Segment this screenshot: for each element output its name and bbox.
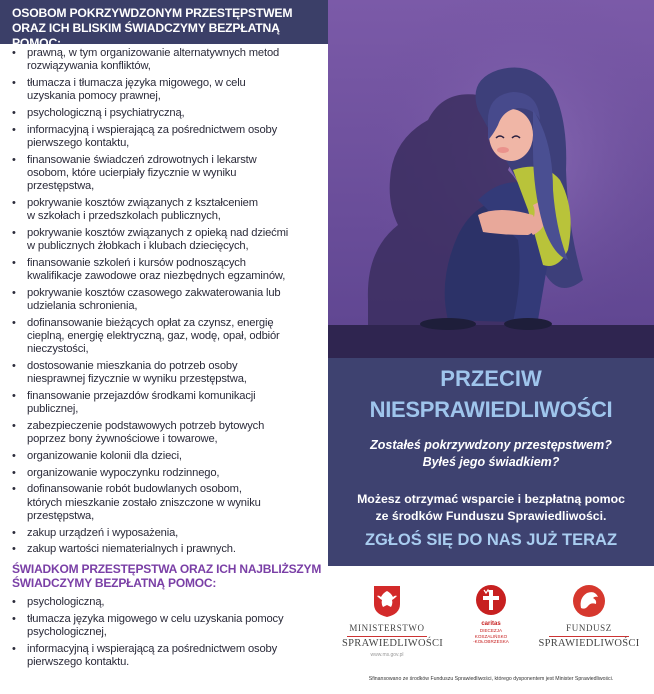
victim-help-item	[0, 543, 328, 556]
list-item-text: finansowanie szkoleń i kursów podnoszących	[27, 256, 246, 269]
list-item-text: zabezpieczenie podstawowych potrzeb bytowych	[27, 420, 265, 433]
list-item-text: pierwszego kontaktu.	[27, 655, 130, 668]
list-item-text: informacyjną i wspierającą za pośrednictwem osoby	[27, 642, 278, 655]
bullet-icon: •	[12, 420, 16, 433]
list-item-text: tłumacza i tłumacza języka migowego, w celu	[27, 76, 246, 89]
question-victim: Zostałeś pokrzywdzony przestępstwem?	[370, 438, 612, 452]
list-item-text: psychologiczną,	[27, 596, 105, 608]
list-item-text: uzyskania pomocy prawnej,	[27, 90, 161, 103]
witnesses-help-list	[0, 596, 328, 673]
victim-help-item	[0, 483, 328, 523]
victim-help-item	[0, 47, 328, 74]
ministry-name-line2: SPRAWIEDLIWOŚCI	[342, 637, 444, 649]
victim-help-item	[0, 527, 328, 540]
list-item-text: osobom, które ucierpiały fizycznie w wyniku	[27, 166, 237, 179]
list-item-text: dostosowanie mieszkania do potrzeb osoby	[27, 360, 238, 373]
list-item-text: poprzez bony żywnościowe i towarowe,	[27, 433, 218, 446]
victim-help-item	[0, 197, 328, 224]
victim-help-item	[0, 154, 328, 194]
ministry-name-line1: MINISTERSTWO	[349, 623, 425, 633]
campaign-title-line2: NIESPRAWIEDLIWOŚCI	[369, 397, 613, 422]
caritas-diocese-line2: KOSZALIŃSKO	[474, 633, 508, 639]
bullet-icon: •	[12, 196, 16, 209]
victim-help-item	[0, 257, 328, 284]
bullet-icon: •	[12, 153, 16, 166]
bullet-icon: •	[12, 450, 16, 463]
witnesses-heading-line2: ŚWIADCZYMY BEZPŁATNĄ POMOC:	[12, 575, 217, 590]
bullet-icon: •	[12, 483, 16, 496]
illustration-svg	[328, 0, 654, 358]
list-item-text: w publicznych żłobkach i klubach dziecięcych,	[27, 240, 249, 253]
list-item-text: przestępstwa,	[27, 510, 95, 523]
victim-help-item	[0, 107, 328, 120]
list-item-text: zakup urządzeń i wyposażenia,	[27, 526, 179, 539]
list-item-text: organizowanie wypoczynku rodzinnego,	[27, 466, 220, 479]
list-item-text: pokrywanie kosztów czasowego zakwaterowania lub	[27, 286, 281, 299]
sad-girl-illustration	[328, 0, 654, 358]
bullet-icon: •	[12, 642, 16, 655]
logos-strip	[328, 566, 654, 694]
bullet-icon: •	[12, 466, 16, 479]
witness-help-item	[0, 596, 328, 609]
bullet-icon: •	[12, 612, 16, 625]
victims-help-header	[0, 0, 328, 50]
caritas-diocese-line3: -KOŁOBRZESKA	[473, 639, 509, 644]
list-item-text: tłumacza języka migowego w celu uzyskania pomocy	[27, 612, 284, 625]
justice-fund-logo	[534, 584, 644, 649]
list-item-text: psychologiczną i psychiatryczną,	[27, 106, 185, 119]
eagle-head-icon	[571, 584, 607, 618]
bullet-icon: •	[12, 76, 16, 89]
victim-help-item	[0, 317, 328, 357]
list-item-text: dofinansowanie robót budowlanych osobom,	[27, 483, 242, 496]
victims-help-heading: OSOBOM POKRZYWDZONYM PRZESTĘPSTWEM ORAZ ICH BLISKIM ŚWIADCZYMY BEZPŁATNĄ POMOC:	[12, 6, 293, 50]
list-item-text: pokrywanie kosztów związanych z opieką nad dziećmi	[27, 226, 289, 239]
witness-help-item	[0, 613, 328, 640]
right-column	[328, 0, 654, 694]
list-item-text: prawną, w tym organizowanie alternatywnych metod	[27, 47, 280, 59]
bullet-icon: •	[12, 123, 16, 136]
list-item-text: psychologicznej,	[27, 625, 107, 638]
call-to-action: ZGŁOŚ SIĘ DO NAS JUŻ TERAZ	[364, 531, 618, 549]
caritas-flame-icon	[474, 584, 508, 616]
ministry-website: www.ms.gov.pl	[370, 652, 404, 658]
list-item-text: których mieszkanie zostało zniszczone w wyniku	[27, 496, 261, 509]
caritas-name: caritas	[481, 621, 501, 627]
fund-divider	[549, 636, 629, 637]
list-item-text: finansowanie przejazdów środkami komunikacji	[27, 390, 256, 403]
list-item-text: informacyjną i wspierającą za pośrednictwem osoby	[27, 123, 278, 136]
list-item-text: pierwszego kontaktu,	[27, 136, 130, 149]
witnesses-help-heading	[12, 563, 322, 590]
list-item-text: pokrywanie kosztów związanych z kształceniem	[27, 196, 258, 209]
list-item-text: rozwiązywania konfliktów,	[27, 60, 151, 73]
witnesses-heading-line1: ŚWIADKOM PRZESTĘPSTWA ORAZ ICH NAJBLIŻSZYM	[12, 562, 322, 576]
campaign-title-line1: PRZECIW	[440, 366, 542, 391]
witness-help-item	[0, 643, 328, 670]
fund-name-line1: FUNDUSZ	[566, 623, 612, 633]
support-message-line2: ze środków Funduszu Sprawiedliwości.	[375, 509, 607, 523]
bullet-icon: •	[12, 47, 16, 59]
victim-help-item	[0, 390, 328, 417]
ministry-divider	[347, 636, 427, 637]
list-item-text: w szkołach i przedszkolach publicznych,	[27, 210, 221, 223]
bullet-icon: •	[12, 543, 16, 556]
bullet-icon: •	[12, 390, 16, 403]
list-item-text: organizowanie kolonii dla dzieci,	[27, 450, 182, 463]
support-message-line1: Możesz otrzymać wsparcie i bezpłatną pomoc	[357, 492, 625, 506]
victim-help-item	[0, 467, 328, 480]
list-item-text: dofinansowanie bieżących opłat za czynsz, energię	[27, 316, 274, 329]
bullet-icon: •	[12, 226, 16, 239]
victim-help-item	[0, 227, 328, 254]
list-item-text: finansowanie świadczeń zdrowotnych i lekarstw	[27, 153, 257, 166]
list-item-text: cieplną, energię elektryczną, gaz, wodę, opał, odbiór	[27, 330, 280, 343]
polish-eagle-emblem	[372, 584, 402, 618]
victims-help-list	[0, 47, 328, 560]
bullet-icon: •	[12, 360, 16, 373]
victim-help-item	[0, 77, 328, 104]
caritas-diocese-line1: DIECEZJA	[479, 628, 503, 633]
list-item-text: publicznej,	[27, 403, 79, 416]
financing-note: Sfinansowano ze środków Funduszu Sprawiedliwości, którego dysponentem jest Minister Sprawiedliwości.	[368, 676, 614, 682]
campaign-panel	[328, 358, 654, 566]
fund-name-line2: SPRAWIEDLIWOŚCI	[538, 637, 640, 649]
ministry-of-justice-logo	[342, 584, 444, 658]
list-item-text: kwalifikacje zawodowe oraz niezbędnych egzaminów,	[27, 270, 286, 283]
question-witness: Byłeś jego świadkiem?	[422, 455, 560, 469]
victim-help-item	[0, 420, 328, 447]
list-item-text: udzielania schronienia,	[27, 300, 138, 313]
bullet-icon: •	[12, 286, 16, 299]
bullet-icon: •	[12, 596, 16, 608]
list-item-text: niesprawnej fizycznie w wyniku przestępstwa,	[27, 373, 247, 386]
bullet-icon: •	[12, 316, 16, 329]
list-item-text: zakup wartości niematerialnych i prawnych.	[27, 543, 236, 556]
list-item-text: nieczystości,	[27, 343, 89, 356]
list-item-text: przestępstwa,	[27, 180, 95, 193]
bullet-icon: •	[12, 256, 16, 269]
caritas-logo	[456, 584, 526, 645]
victim-help-item	[0, 124, 328, 151]
bullet-icon: •	[12, 106, 16, 119]
bullet-icon: •	[12, 526, 16, 539]
victim-help-item	[0, 360, 328, 387]
victim-help-item	[0, 287, 328, 314]
victim-help-item	[0, 450, 328, 463]
